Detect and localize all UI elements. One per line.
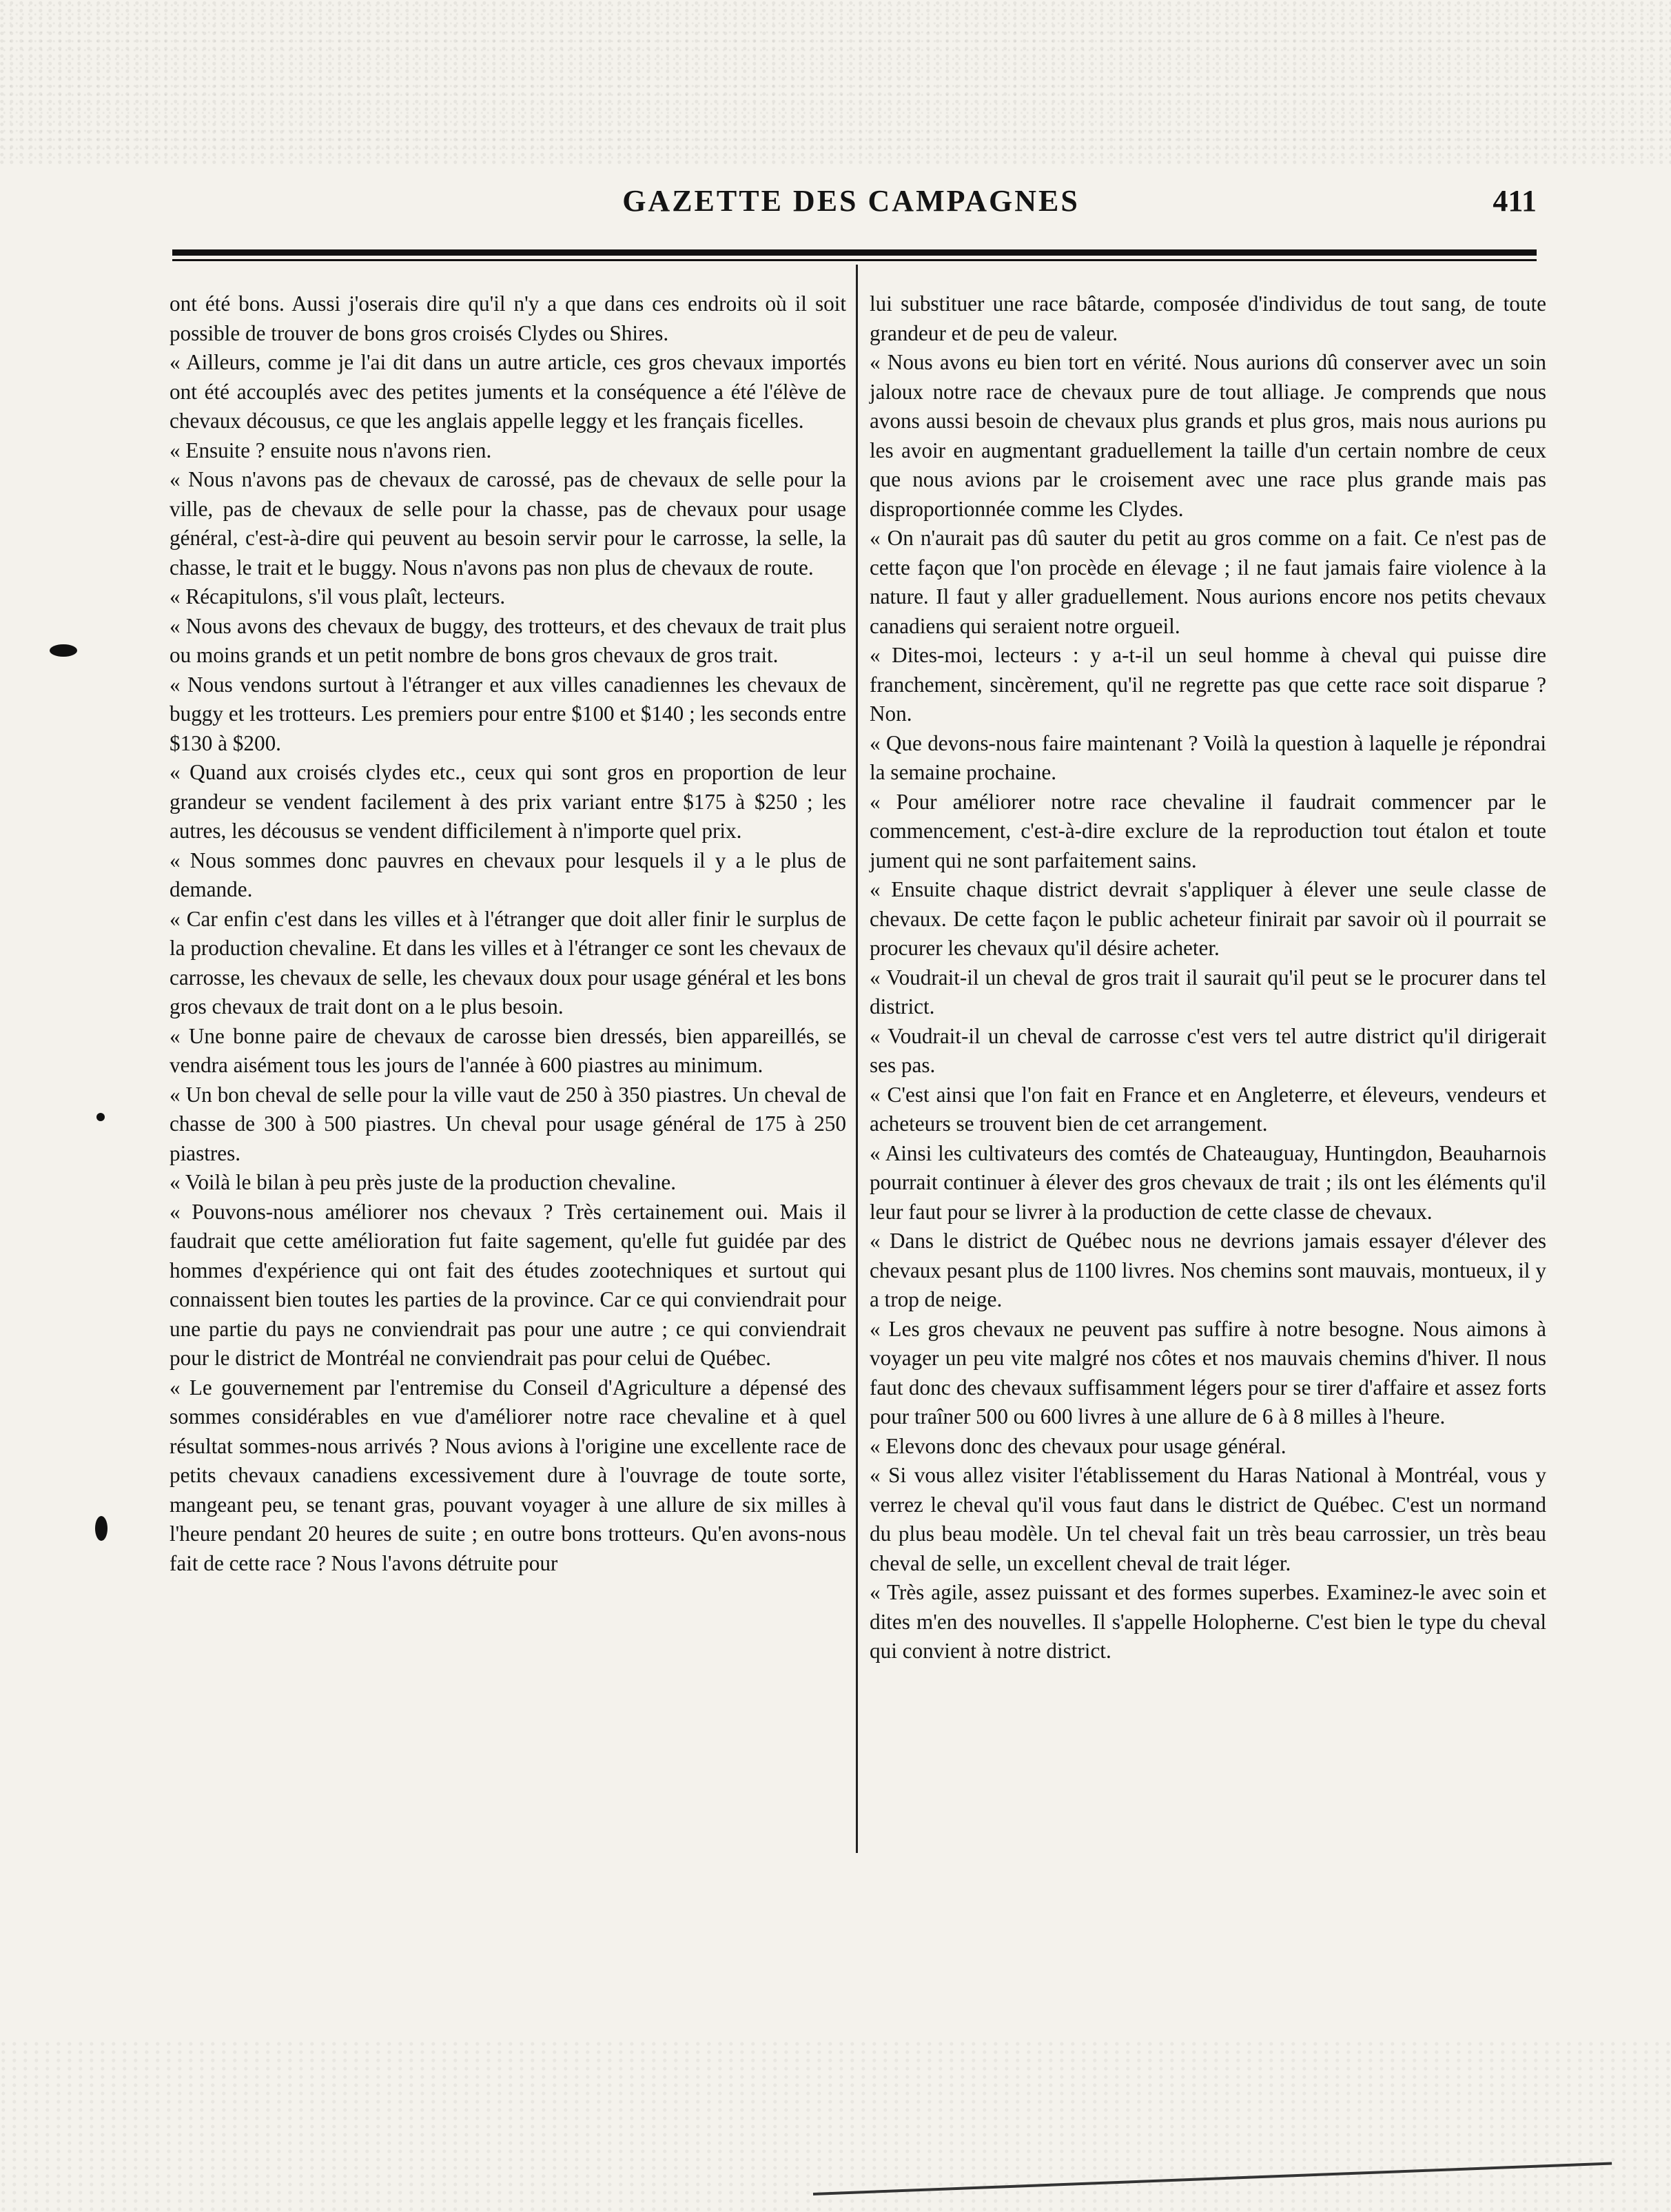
paragraph: « Nous n'avons pas de chevaux de carossé, pas de chevaux de selle pour la ville, pas de chevaux de selle pour la chasse, pas de chevaux pour usage général, c'est-à-dire qui peuvent au besoin servir pour le carrosse, la selle, la chasse, le trait et le buggy. Nous n'avons pas non plus de chevaux de route.: [170, 467, 846, 580]
paragraph: lui substituer une race bâtarde, composée d'individus de tout sang, de toute grandeur et de peu de valeur.: [870, 291, 1546, 345]
paragraph: « Nous vendons surtout à l'étranger et aux villes canadiennes les chevaux de buggy et les trotteurs. Les premiers pour entre $100 et $140 ; les seconds entre $130 à $200.: [170, 672, 846, 755]
ink-blot-mark: [96, 1113, 105, 1121]
paragraph: « Si vous allez visiter l'établissement du Haras National à Montréal, vous y verrez le cheval qu'il vous faut dans le district de Québec. C'est un normand du plus beau modèle. Un tel cheval fait un très beau carrossier, un très beau cheval de selle, un excellent cheval de trait léger.: [870, 1463, 1546, 1575]
paragraph: « Les gros chevaux ne peuvent pas suffire à notre besogne. Nous aimons à voyager un peu vite malgré nos côtes et nos mauvais chemins d'hiver. Il nous faut donc des chevaux suffisamment légers pour se tirer d'affaire et assez forts pour traîner 500 ou 600 livres à une allure de 6 à 8 milles à l'heure.: [870, 1316, 1546, 1428]
paragraph: « Dans le district de Québec nous ne devrions jamais essayer d'élever des chevaux pesant plus de 1100 livres. Nos chemins sont mauvais, montueux, il y a trop de neige.: [870, 1229, 1546, 1311]
paragraph: « Ailleurs, comme je l'ai dit dans un autre article, ces gros chevaux importés ont été accouplés avec des petites juments et la conséquence a été l'élève de chevaux décousus, ce que les anglais appelle leggy et les français ficelles.: [170, 350, 846, 433]
paragraph: « Dites-moi, lecteurs : y a-t-il un seul homme à cheval qui puisse dire franchement, sincèrement, qu'il ne regrette pas que cette race soit disparue ? Non.: [870, 643, 1546, 726]
paragraph: « On n'aurait pas dû sauter du petit au gros comme on a fait. Ce n'est pas de cette façon que l'on procède en élevage ; il ne faut jamais faire violence à la nature. Il faut y aller graduellement. Nous aurions encore nos petits chevaux canadiens qui seraient notre orgueil.: [870, 526, 1546, 638]
paragraph: « Que devons-nous faire maintenant ? Voilà la question à laquelle je répondrai la semaine prochaine.: [870, 730, 1546, 784]
paper-speckle-bottom: [0, 2040, 1671, 2212]
running-title: GAZETTE DES CAMPAGNES: [622, 184, 1080, 218]
left-column: [170, 289, 846, 1578]
paragraph: « Voilà le bilan à peu près juste de la production chevaline.: [170, 1170, 677, 1194]
page-header: [165, 183, 1537, 225]
header-rule-thin: [172, 259, 1537, 261]
paragraph: « Voudrait-il un cheval de gros trait il saurait qu'il peut se le procurer dans tel district.: [870, 965, 1546, 1018]
paragraph: « Car enfin c'est dans les villes et à l'étranger que doit aller finir le surplus de la production chevaline. Et dans les villes et à l'étranger ce sont les chevaux de carrosse, les chevaux de selle, les chevaux doux pour usage général et les bons gros chevaux de trait dont on a le plus besoin.: [170, 906, 846, 1018]
paragraph: « C'est ainsi que l'on fait en France et en Angleterre, et éleveurs, vendeurs et acheteurs se trouvent bien de cet arrangement.: [870, 1082, 1546, 1136]
header-rule-thick: [172, 249, 1537, 256]
paragraph: « Ainsi les cultivateurs des comtés de Chateauguay, Huntingdon, Beauharnois pourrait continuer à élever des gros chevaux de trait ; ils ont les éléments qu'il leur faut pour se livrer à la production de cette classe de chevaux.: [870, 1140, 1546, 1224]
ink-blot-mark: [50, 644, 77, 657]
paragraph: « Une bonne paire de chevaux de carosse bien dressés, bien appareillés, se vendra aisément tous les jours de l'année à 600 piastres au minimum.: [170, 1023, 846, 1077]
paragraph: « Nous avons eu bien tort en vérité. Nous aurions dû conserver avec un soin jaloux notre race de chevaux pure de tout alliage. Je comprends que nous avons aussi besoin de chevaux plus grands et plus gros, mais nous aurions pu les avoir en augmentant graduellement la taille d'un certain nombre de ceux que nous avions par le croisement avec une race plus grande mais pas disproportionnée comme les Clydes.: [870, 350, 1546, 521]
paragraph: « Pouvons-nous améliorer nos chevaux ? Très certainement oui. Mais il faudrait que cette amélioration fut faite sagement, qu'elle fut guidée par des hommes d'expérience qui ont fait des études zootechniques et surtout qui connaissent bien toutes les parties de la province. Car ce qui conviendrait pour une partie du pays ne conviendrait pas pour une autre ; ce qui conviendrait pour le district de Montréal ne conviendrait pas pour celui de Québec.: [170, 1199, 846, 1370]
paragraph: « Un bon cheval de selle pour la ville vaut de 250 à 350 piastres. Un cheval de chasse de 300 à 500 piastres. Un cheval pour usage général de 175 à 250 piastres.: [170, 1082, 846, 1165]
column-divider: [856, 265, 858, 1853]
ink-blot-mark: [95, 1516, 107, 1541]
paragraph: « Le gouvernement par l'entremise du Conseil d'Agriculture a dépensé des sommes considérables en vue d'améliorer notre race chevaline et à quel résultat sommes-nous arrivés ? Nous avions à l'origine une excellente race de petits chevaux canadiens excessivement dure à l'ouvrage de toute sorte, mangeant peu, se tenant gras, pouvant voyager à une allure de six milles à l'heure pendant 20 heures de suite ; en outre bons trotteurs. Qu'en avons-nous fait de cette race ? Nous l'avons détruite pour: [170, 1375, 846, 1575]
paragraph: ont été bons. Aussi j'oserais dire qu'il n'y a que dans ces endroits où il soit possible de trouver de bons gros croisés Clydes ou Shires.: [170, 291, 846, 345]
paragraph: « Ensuite chaque district devrait s'appliquer à élever une seule classe de chevaux. De cette façon le public acheteur finirait par savoir où il pourrait se procurer les chevaux qu'il désire acheter.: [870, 877, 1546, 960]
paragraph: « Elevons donc des chevaux pour usage général.: [870, 1433, 1286, 1458]
paragraph: « Pour améliorer notre race chevaline il faudrait commencer par le commencement, c'est-à-dire exclure de la reproduction tout étalon et toute jument qui ne sont parfaitement sains.: [870, 789, 1546, 872]
paragraph: « Ensuite ? ensuite nous n'avons rien.: [170, 438, 492, 462]
paragraph: « Nous sommes donc pauvres en chevaux pour lesquels il y a le plus de demande.: [170, 848, 846, 901]
right-column: [870, 289, 1546, 1666]
paper-speckle-top: [0, 0, 1671, 165]
paragraph: « Voudrait-il un cheval de carrosse c'est vers tel autre district qu'il dirigerait ses pas.: [870, 1023, 1546, 1077]
paragraph: « Quand aux croisés clydes etc., ceux qui sont gros en proportion de leur grandeur se vendent facilement à des prix variant entre $175 à $250 ; les autres, les décousus se vendent difficilement à n'importe quel prix.: [170, 760, 846, 843]
paragraph: « Récapitulons, s'il vous plaît, lecteurs.: [170, 584, 506, 608]
paragraph: « Nous avons des chevaux de buggy, des trotteurs, et des chevaux de trait plus ou moins grands et un petit nombre de bons gros chevaux de gros trait.: [170, 613, 846, 667]
page-number: 411: [1493, 184, 1537, 218]
paragraph: « Très agile, assez puissant et des formes superbes. Examinez-le avec soin et dites m'en des nouvelles. Il s'appelle Holopherne. C'est bien le type du cheval qui convient à notre district.: [870, 1580, 1546, 1663]
